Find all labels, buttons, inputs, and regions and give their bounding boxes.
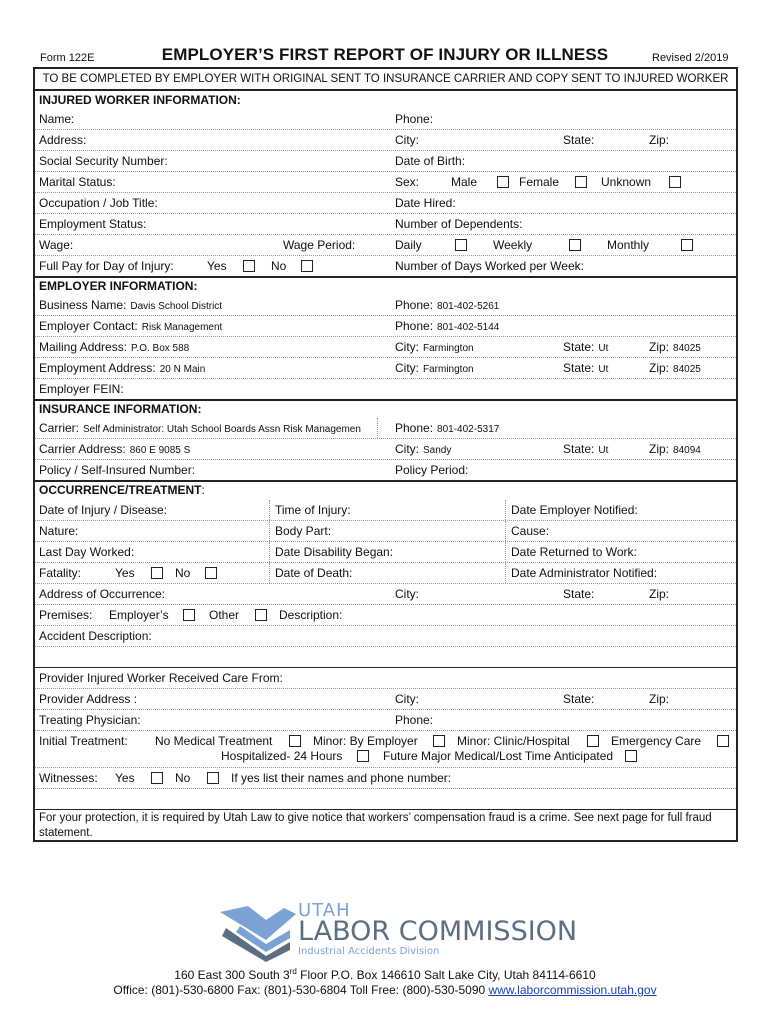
mailing-zip-label: Zip:	[649, 340, 670, 354]
mailing-address-field[interactable]	[39, 337, 189, 357]
fatality-yes-label: Yes	[115, 566, 135, 580]
carrier-city-field[interactable]	[395, 439, 451, 459]
no-medical-label: No Medical Treatment	[155, 734, 273, 748]
full-pay-no-label: No	[271, 259, 287, 273]
provider-row	[35, 668, 736, 689]
worker-dependents-field[interactable]: Number of Dependents:	[395, 217, 523, 231]
insurance-heading: INSURANCE INFORMATION:	[39, 402, 202, 416]
col-divider-1	[269, 521, 270, 541]
carrier-zip-field[interactable]	[649, 439, 701, 459]
last-day-row	[35, 542, 736, 563]
provider-address-field[interactable]: Provider Address :	[39, 692, 138, 706]
witnesses-no-checkbox[interactable]	[207, 772, 219, 784]
worker-sex-label: Sex:	[395, 175, 420, 189]
employment-address-label: Employment Address:	[39, 361, 156, 375]
employment-zip-field[interactable]	[649, 358, 701, 378]
injury-date-row	[35, 500, 736, 521]
emergency-checkbox[interactable]	[717, 735, 729, 747]
carrier-address-field[interactable]	[39, 439, 190, 459]
date-employer-notified-field[interactable]: Date Employer Notified:	[511, 503, 638, 517]
footer-address	[0, 967, 770, 982]
carrier-row	[35, 418, 736, 439]
carrier-phone-label: Phone:	[395, 421, 434, 435]
physician-row	[35, 710, 736, 731]
worker-zip-field[interactable]: Zip:	[649, 133, 670, 147]
address-occurrence-field[interactable]: Address of Occurrence:	[39, 587, 166, 601]
employer-phone-label: Phone:	[395, 298, 434, 312]
worker-wage-row	[35, 235, 736, 256]
fatality-label: Fatality:	[39, 566, 82, 580]
witnesses-yes-checkbox[interactable]	[151, 772, 163, 784]
full-pay-label: Full Pay for Day of Injury:	[39, 259, 174, 273]
fraud-notice: For your protection, it is required by Utah Law to give notice that workers’ compensation fraud is a crime. See next page for full fraud statement.	[39, 812, 712, 839]
employment-address-field[interactable]	[39, 358, 205, 378]
mailing-city-label: City:	[395, 340, 419, 354]
provider-city-field[interactable]: City:	[395, 692, 419, 706]
carrier-field[interactable]	[39, 418, 361, 438]
footer-address-pre: 160 East 300 South 3	[174, 968, 290, 982]
provider-field[interactable]: Provider Injured Worker Received Care From:	[39, 671, 283, 685]
footer-address-post: Floor P.O. Box 146610 Salt Lake City, Utah 84114-6610	[296, 968, 596, 982]
provider-state-field[interactable]: State:	[563, 692, 595, 706]
logo-line-division: Industrial Accidents Division	[298, 946, 440, 957]
occurrence-heading	[35, 481, 736, 499]
sex-female-checkbox[interactable]	[575, 176, 587, 188]
business-name-field[interactable]	[39, 295, 222, 315]
worker-marital-field[interactable]: Marital Status:	[39, 175, 116, 189]
witness-list-field[interactable]: If yes list their names and phone number:	[231, 771, 452, 785]
employer-contact-value: Risk Management	[141, 322, 223, 333]
employer-contact-field[interactable]	[39, 316, 222, 336]
physician-field[interactable]: Treating Physician:	[39, 713, 141, 727]
carrier-state-value: Ut	[598, 445, 609, 456]
worker-name-field[interactable]: Name:	[39, 112, 75, 126]
premises-employers-label: Employer’s	[109, 608, 169, 622]
carrier-phone-value: 801-402-5317	[437, 424, 500, 435]
injured-worker-heading: INJURED WORKER INFORMATION:	[39, 93, 241, 107]
revision-date: Revised 2/2019	[652, 52, 729, 64]
worker-name-row	[35, 109, 736, 130]
policy-number-field[interactable]: Policy / Self-Insured Number:	[39, 463, 196, 477]
col-divider-2	[505, 500, 506, 520]
employer-business-row	[35, 295, 736, 316]
occurrence-state-field[interactable]: State:	[563, 587, 595, 601]
nature-row	[35, 521, 736, 542]
wage-monthly-checkbox[interactable]	[681, 239, 693, 251]
worker-state-field[interactable]: State:	[563, 133, 595, 147]
physician-phone-field[interactable]: Phone:	[395, 713, 434, 727]
provider-zip-field[interactable]: Zip:	[649, 692, 670, 706]
employment-city-field[interactable]	[395, 358, 474, 378]
hospitalized-label: Hospitalized- 24 Hours	[221, 749, 343, 763]
fatality-no-checkbox[interactable]	[205, 567, 217, 579]
employment-zip-label: Zip:	[649, 361, 670, 375]
wage-weekly-label: Weekly	[493, 238, 533, 252]
employer-phone-value: 801-402-5261	[437, 301, 500, 312]
page-title: EMPLOYER’S FIRST REPORT OF INJURY OR ILLNESS	[161, 45, 609, 64]
admin-notified-field[interactable]: Date Administrator Notified:	[511, 566, 658, 580]
occurrence-city-field[interactable]: City:	[395, 587, 419, 601]
worker-date-hired-field[interactable]: Date Hired:	[395, 196, 456, 210]
accident-description-row	[35, 626, 736, 647]
date-death-field[interactable]: Date of Death:	[275, 566, 353, 580]
fatality-row	[35, 563, 736, 584]
worker-address-row	[35, 130, 736, 151]
form-number: Form 122E	[40, 52, 95, 64]
employment-address-value: 20 N Main	[159, 364, 206, 375]
witnesses-label: Witnesses:	[39, 771, 98, 785]
footer-contact	[0, 983, 770, 997]
witness-list-line[interactable]	[35, 789, 736, 810]
worker-occupation-field[interactable]: Occupation / Job Title:	[39, 196, 158, 210]
mailing-state-label: State:	[563, 340, 595, 354]
occurrence-heading-colon: :	[201, 483, 205, 497]
date-injury-field[interactable]: Date of Injury / Disease:	[39, 503, 168, 517]
wage-daily-label: Daily	[395, 238, 422, 252]
mailing-state-value: Ut	[598, 343, 609, 354]
employer-mailing-row	[35, 337, 736, 358]
instruction-banner: TO BE COMPLETED BY EMPLOYER WITH ORIGINAL SENT TO INSURANCE CARRIER AND COPY SENT TO INJURED WORKER	[35, 69, 736, 91]
col-divider-1	[269, 500, 270, 520]
occurrence-heading-text: OCCURRENCE/TREATMENT	[39, 483, 202, 497]
sex-unknown-checkbox[interactable]	[669, 176, 681, 188]
minor-employer-label: Minor: By Employer	[313, 734, 418, 748]
sex-unknown-label: Unknown	[601, 175, 652, 189]
report-form	[33, 67, 738, 842]
future-major-label: Future Major Medical/Lost Time Anticipated	[383, 749, 614, 763]
worker-city-field[interactable]: City:	[395, 133, 419, 147]
business-name-value: Davis School District	[130, 301, 223, 312]
footer-address-sup: rd	[289, 967, 297, 976]
employment-city-value: Farmington	[423, 364, 474, 375]
hospitalized-checkbox[interactable]	[357, 750, 369, 762]
witnesses-no-label: No	[175, 771, 191, 785]
carrier-address-value: 860 E 9085 S	[129, 445, 191, 456]
initial-treatment-row	[35, 731, 736, 768]
occurrence-zip-field[interactable]: Zip:	[649, 587, 670, 601]
disability-began-field[interactable]: Date Disability Began:	[275, 545, 394, 559]
mailing-city-field[interactable]	[395, 337, 474, 357]
premises-employers-checkbox[interactable]	[183, 609, 195, 621]
sex-male-checkbox[interactable]	[497, 176, 509, 188]
premises-other-checkbox[interactable]	[255, 609, 267, 621]
worker-dob-field[interactable]: Date of Birth:	[395, 154, 466, 168]
carrier-address-label: Carrier Address:	[39, 442, 126, 456]
col-divider-1	[269, 542, 270, 562]
cause-field[interactable]: Cause:	[511, 524, 550, 538]
fatality-yes-checkbox[interactable]	[151, 567, 163, 579]
emergency-label: Emergency Care	[611, 734, 702, 748]
carrier-city-value: Sandy	[423, 445, 452, 456]
employer-phone-field[interactable]	[395, 295, 499, 315]
worker-employment-row	[35, 214, 736, 235]
worker-wage-field[interactable]: Wage:	[39, 238, 74, 252]
carrier-zip-label: Zip:	[649, 442, 670, 456]
employment-city-label: City:	[395, 361, 419, 375]
days-worked-field[interactable]: Number of Days Worked per Week:	[395, 259, 584, 273]
provider-address-row	[35, 689, 736, 710]
employer-heading: EMPLOYER INFORMATION:	[39, 279, 198, 293]
employer-fein-row	[35, 379, 736, 401]
mailing-address-value: P.O. Box 588	[131, 343, 190, 354]
col-divider-1	[269, 563, 270, 583]
carrier-state-label: State:	[563, 442, 595, 456]
worker-phone-field[interactable]: Phone:	[395, 112, 434, 126]
footer-contact-text: Office: (801)-530-6800 Fax: (801)-530-6804 Toll Free: (800)-530-5090	[113, 983, 489, 997]
website-link[interactable]: www.laborcommission.utah.gov	[488, 983, 657, 997]
business-name-label: Business Name:	[39, 298, 127, 312]
employer-fein-field[interactable]: Employer FEIN:	[39, 382, 124, 396]
carrier-state-field[interactable]	[563, 439, 608, 459]
last-day-worked-field[interactable]: Last Day Worked:	[39, 545, 135, 559]
worker-ssn-row	[35, 151, 736, 172]
premises-description-field[interactable]: Description:	[279, 608, 343, 622]
accident-description-line[interactable]	[35, 647, 736, 668]
contact-phone-field[interactable]	[395, 316, 499, 336]
body-part-field[interactable]: Body Part:	[275, 524, 332, 538]
mailing-zip-field[interactable]	[649, 337, 701, 357]
date-returned-field[interactable]: Date Returned to Work:	[511, 545, 637, 559]
carrier-divider	[377, 418, 378, 438]
employment-state-value: Ut	[598, 364, 609, 375]
carrier-value: Self Administrator: Utah School Boards Assn Risk Managemen	[83, 424, 361, 435]
logo-line-commission: LABOR COMMISSION	[298, 916, 578, 947]
policy-period-field[interactable]: Policy Period:	[395, 463, 469, 477]
policy-row	[35, 460, 736, 482]
employment-address-row	[35, 358, 736, 379]
time-injury-field[interactable]: Time of Injury:	[275, 503, 351, 517]
worker-marital-row	[35, 172, 736, 193]
mailing-address-label: Mailing Address:	[39, 340, 128, 354]
sex-female-label: Female	[519, 175, 560, 189]
wage-monthly-label: Monthly	[607, 238, 650, 252]
premises-row	[35, 605, 736, 626]
wage-weekly-checkbox[interactable]	[569, 239, 581, 251]
full-pay-yes-checkbox[interactable]	[243, 260, 255, 272]
full-pay-yes-label: Yes	[207, 259, 227, 273]
mailing-state-field[interactable]	[563, 337, 608, 357]
future-major-checkbox[interactable]	[625, 750, 637, 762]
nature-field[interactable]: Nature:	[39, 524, 79, 538]
address-occurrence-row	[35, 584, 736, 605]
carrier-zip-value: 84094	[673, 445, 701, 456]
carrier-city-label: City:	[395, 442, 419, 456]
worker-fullpay-row	[35, 256, 736, 278]
worker-occupation-row	[35, 193, 736, 214]
carrier-phone-field[interactable]	[395, 418, 499, 438]
full-pay-no-checkbox[interactable]	[301, 260, 313, 272]
minor-clinic-label: Minor: Clinic/Hospital	[457, 734, 570, 748]
wage-daily-checkbox[interactable]	[455, 239, 467, 251]
labor-commission-logo	[218, 900, 578, 962]
employer-contact-row	[35, 316, 736, 337]
carrier-label: Carrier:	[39, 421, 80, 435]
initial-treatment-label: Initial Treatment:	[39, 734, 128, 748]
witnesses-yes-label: Yes	[115, 771, 135, 785]
witnesses-row	[35, 768, 736, 789]
worker-address-field[interactable]: Address:	[39, 133, 87, 147]
logo-line-utah: UTAH	[298, 900, 351, 921]
employment-zip-value: 84025	[673, 364, 701, 375]
mailing-zip-value: 84025	[673, 343, 701, 354]
col-divider-2	[505, 542, 506, 562]
worker-ssn-field[interactable]: Social Security Number:	[39, 154, 168, 168]
premises-label: Premises:	[39, 608, 93, 622]
accident-description-field[interactable]: Accident Description:	[39, 629, 152, 643]
wage-period-label: Wage Period:	[283, 238, 356, 252]
col-divider-2	[505, 563, 506, 583]
employer-contact-label: Employer Contact:	[39, 319, 138, 333]
contact-phone-label: Phone:	[395, 319, 434, 333]
sex-male-label: Male	[451, 175, 478, 189]
col-divider-2	[505, 521, 506, 541]
contact-phone-value: 801-402-5144	[437, 322, 500, 333]
carrier-address-row	[35, 439, 736, 460]
fatality-no-label: No	[175, 566, 191, 580]
mailing-city-value: Farmington	[423, 343, 474, 354]
employment-state-field[interactable]	[563, 358, 608, 378]
premises-other-label: Other	[209, 608, 240, 622]
employment-state-label: State:	[563, 361, 595, 375]
worker-employment-status-field[interactable]: Employment Status:	[39, 217, 147, 231]
